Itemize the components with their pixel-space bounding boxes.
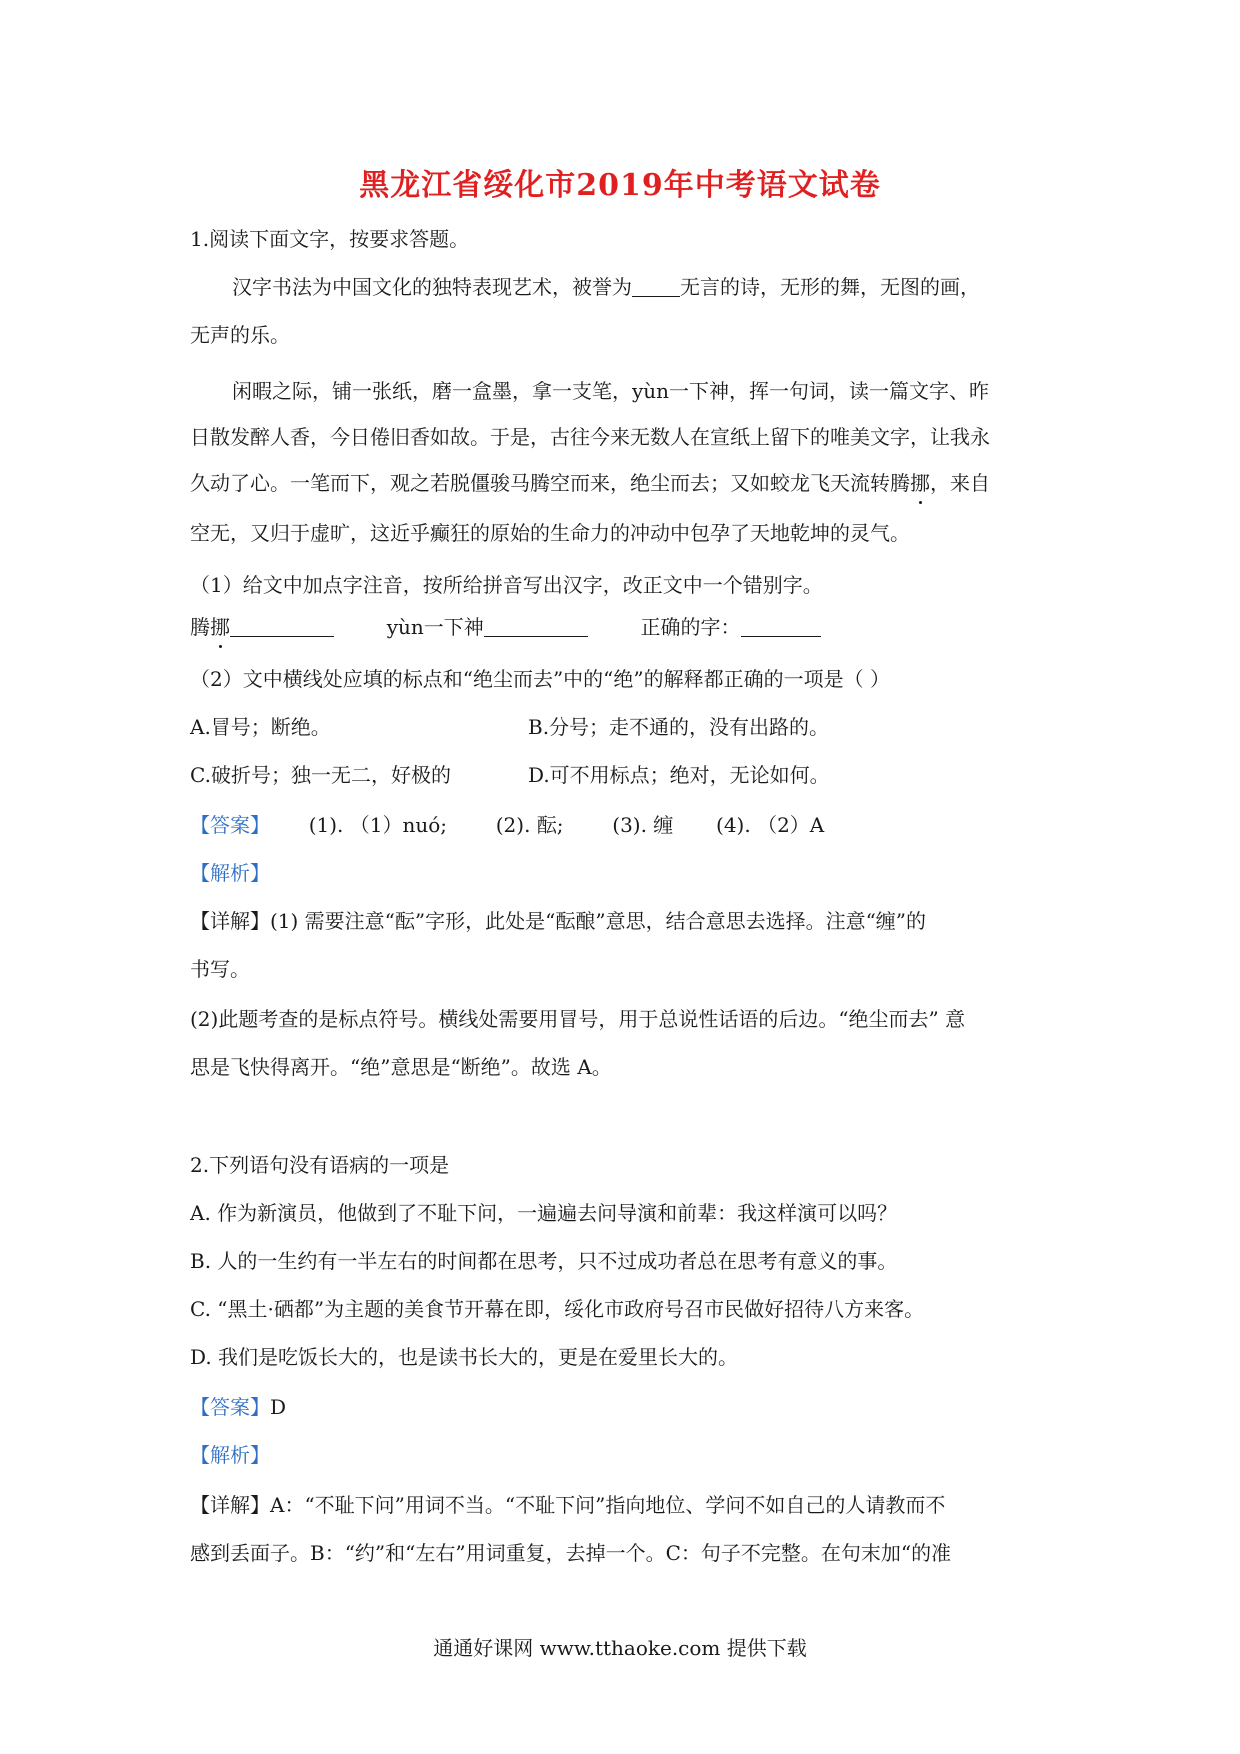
q1-passage-text: 汉字书法为中国文化的独特表现艺术，被誉为 — [232, 275, 632, 299]
q1-stem: 1.阅读下面文字，按要求答题。 — [190, 227, 470, 251]
q1-subquestion-2: （2）文中横线处应填的标点和“绝尘而去”中的“绝”的解释都正确的一项是（ ） — [190, 667, 890, 691]
field-label: 正确的字： — [640, 615, 741, 639]
detail-label: 【详解】 — [190, 1493, 270, 1517]
q2-stem: 2.下列语句没有语病的一项是 — [190, 1153, 450, 1177]
q2-option-d: D. 我们是吃饭长大的，也是读书长大的，更是在爱里长大的。 — [190, 1345, 739, 1369]
page-footer: 通通好课网 www.tthaoke.com 提供下载 — [433, 1636, 807, 1660]
dotted-character: 挪 — [210, 612, 230, 642]
option-c: C.破折号；独一无二，好极的 — [190, 763, 451, 787]
option-b: B.分号；走不通的，没有出路的。 — [528, 715, 830, 739]
q2-option-b: B. 人的一生约有一半左右的时间都在思考，只不过成功者总在思考有意义的事。 — [190, 1249, 898, 1273]
answer-label: 【答案】 — [190, 1395, 270, 1419]
q2-option-c: C. “黑土·硒都”为主题的美食节开幕在即，绥化市政府号召市民做好招待八方来客。 — [190, 1297, 925, 1321]
q1-detail-line: (2)此题考查的是标点符号。横线处需要用冒号，用于总说性话语的后边。“绝尘而去” 意 — [190, 1007, 966, 1031]
q1-passage-line — [232, 272, 1102, 302]
q1-answer-row — [190, 810, 1060, 840]
field-label: yùn一下神 — [386, 615, 484, 639]
q1-detail-line: 思是飞快得离开。“绝”意思是“断绝”。故选 A。 — [190, 1055, 612, 1079]
analysis-label: 【解析】 — [190, 1443, 270, 1467]
answer-value: D — [270, 1395, 287, 1419]
q1-passage-line — [190, 468, 1060, 498]
dotted-character: 挪 — [910, 468, 930, 498]
q1-subquestion-1: （1）给文中加点字注音，按所给拼音写出汉字，改正文中一个错别字。 — [190, 573, 823, 597]
answer-part: (3). 缠 — [612, 813, 674, 837]
field-label: 腾 — [190, 615, 210, 639]
q1-passage-text: 久动了心。一笔而下，观之若脱僵骏马腾空而来，绝尘而去；又如蛟龙飞天流转腾 — [190, 471, 910, 495]
q2-option-a: A. 作为新演员，他做到了不耻下问，一遍遍去问导演和前辈：我这样演可以吗？ — [190, 1201, 898, 1225]
analysis-label: 【解析】 — [190, 861, 270, 885]
q1-options-row — [190, 760, 1060, 790]
option-d: D.可不用标点；绝对，无论如何。 — [528, 763, 830, 787]
answer-blank — [484, 616, 588, 637]
q1-passage-line: 无声的乐。 — [190, 323, 290, 347]
q1-subquestion-1-fields — [190, 612, 1060, 642]
answer-blank — [230, 616, 334, 637]
option-a: A.冒号；断绝。 — [190, 715, 331, 739]
q1-passage-text: ，来自 — [930, 471, 990, 495]
q2-answer-row — [190, 1392, 1060, 1422]
detail-text: A：“不耻下问”用词不当。“不耻下问”指向地位、学问不如自己的人请教而不 — [270, 1493, 946, 1517]
page-title: 黑龙江省绥化市2019年中考语文试卷 — [359, 168, 881, 203]
answer-blank — [741, 616, 821, 637]
answer-part: (1). （1）nuó; — [308, 813, 448, 837]
q1-passage-line: 空无，又归于虚旷，这近乎癫狂的原始的生命力的冲动中包孕了天地乾坤的灵气。 — [190, 521, 910, 545]
answer-part: (4). （2）A — [716, 813, 825, 837]
answer-label: 【答案】 — [190, 813, 270, 837]
q2-detail-line: 感到丢面子。B：“约”和“左右”用词重复，去掉一个。C：句子不完整。在句末加“的准 — [190, 1541, 952, 1565]
q1-passage-line: 闲暇之际，铺一张纸，磨一盒墨，拿一支笔，yùn一下神，挥一句词，读一篇文字、昨 — [232, 379, 990, 403]
fill-blank — [632, 276, 680, 297]
q1-passage-line: 日散发醉人香，今日倦旧香如故。于是，古往今来无数人在宣纸上留下的唯美文字，让我永 — [190, 425, 990, 449]
q1-detail-line: 【详解】(1) 需要注意“酝”字形，此处是“酝酿”意思，结合意思去选择。注意“缠”的 — [190, 909, 927, 933]
answer-part: (2). 酝; — [495, 813, 564, 837]
q1-detail-line: 书写。 — [190, 957, 250, 981]
q1-options-row — [190, 712, 1060, 742]
q1-passage-text: 无言的诗，无形的舞，无图的画， — [680, 275, 980, 299]
q2-detail-line — [190, 1490, 1060, 1520]
